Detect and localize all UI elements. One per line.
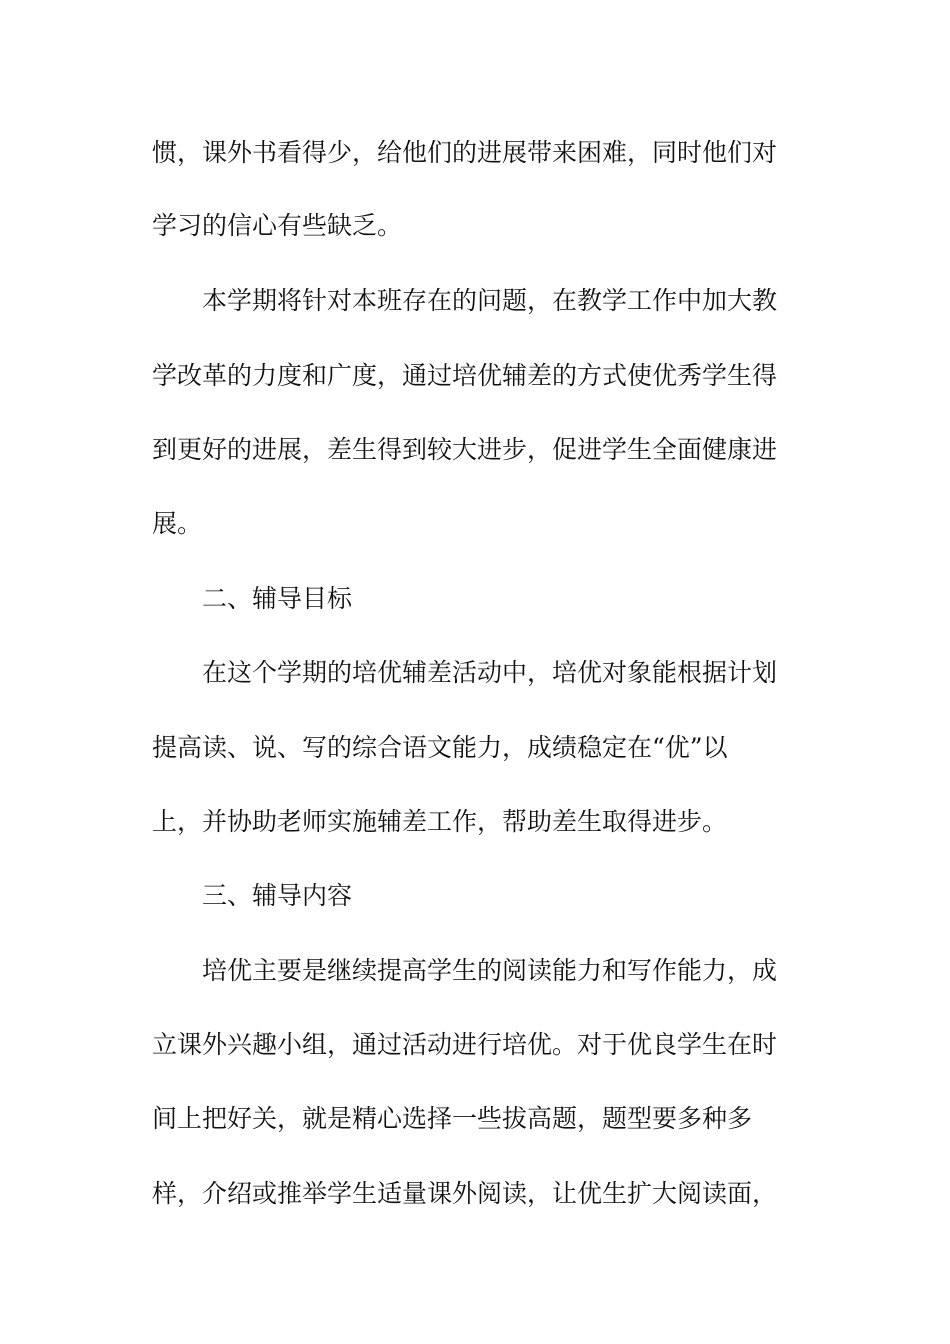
- text-line: 上，并协助老师实施辅差工作，帮助差生取得进步。: [152, 807, 728, 836]
- section-heading-goals: 二、辅导目标: [202, 584, 353, 613]
- section-heading-content: 三、辅导内容: [202, 881, 353, 910]
- paragraph-first-line: 本学期将针对本班存在的问题，在教学工作中加大教: [202, 286, 778, 315]
- text-line: 惯，课外书看得少，给他们的进展带来困难，同时他们对: [152, 138, 778, 167]
- text-line: 样，介绍或推举学生适量课外阅读，让优生扩大阅读面，: [152, 1179, 778, 1208]
- paragraph-first-line: 在这个学期的培优辅差活动中，培优对象能根据计划: [202, 658, 778, 687]
- paragraph-first-line: 培优主要是继续提高学生的阅读能力和写作能力，成: [202, 956, 778, 985]
- text-line: 到更好的进展，差生得到较大进步，促进学生全面健康进: [152, 435, 778, 464]
- text-line: 提高读、说、写的综合语文能力，成绩稳定在“优”以: [152, 733, 728, 762]
- text-line: 间上把好关，就是精心选择一些拔高题，题型要多种多: [152, 1104, 753, 1133]
- text-line: 展。: [152, 509, 203, 538]
- text-line: 学改革的力度和广度，通过培优辅差的方式使优秀学生得: [152, 361, 778, 390]
- text-line: 立课外兴趣小组，通过活动进行培优。对于优良学生在时: [152, 1030, 778, 1059]
- text-line: 学习的信心有些缺乏。: [152, 211, 403, 240]
